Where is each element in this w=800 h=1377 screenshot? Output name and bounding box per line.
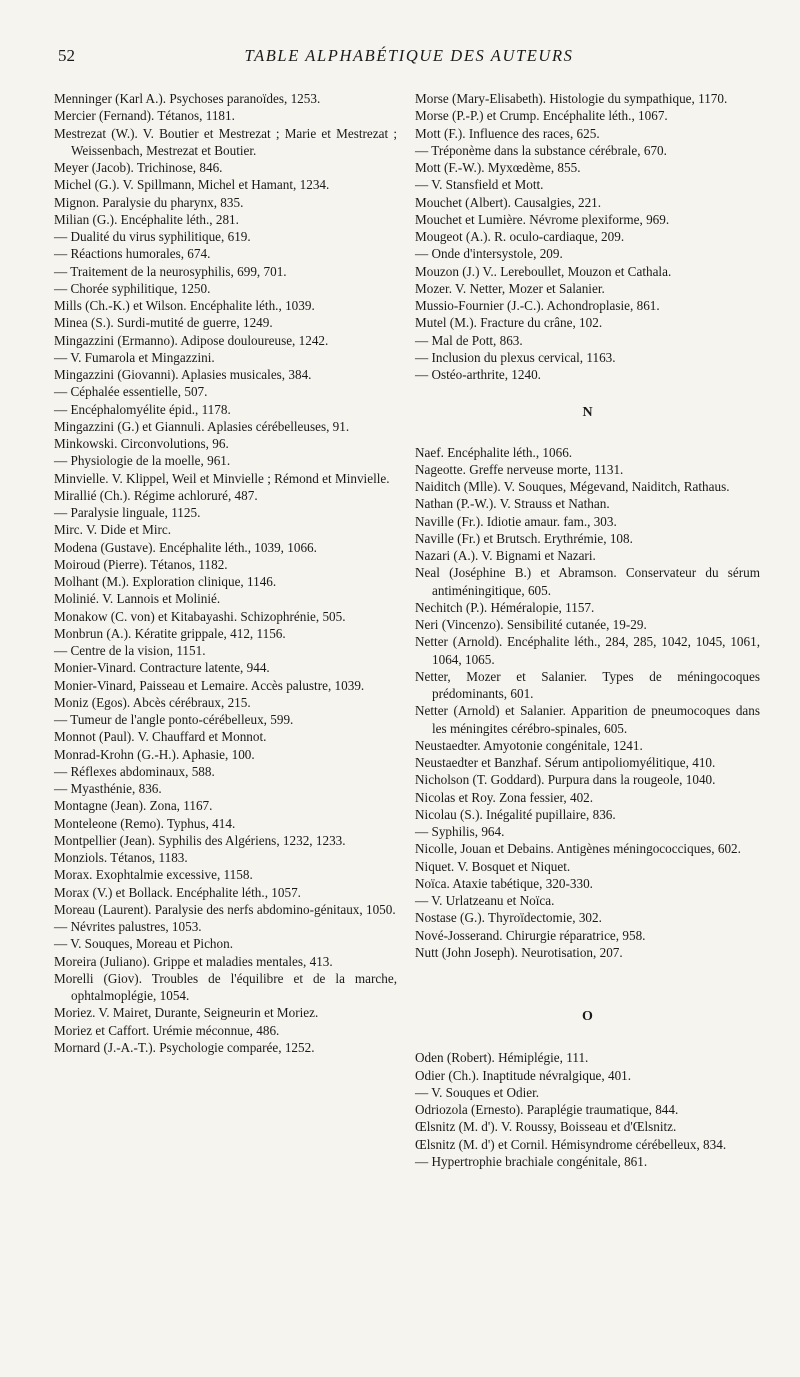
index-entry: Neri (Vincenzo). Sensibilité cutanée, 19-29. <box>415 617 647 632</box>
index-entry: — Traitement de la neurosyphilis, 699, 701. <box>54 263 287 279</box>
index-entry: — Dualité du virus syphilitique, 619. <box>54 229 251 244</box>
index-entry: Mirallié (Ch.). Régime achloruré, 487. <box>54 487 258 503</box>
index-entry: Monakow (C. von) et Kitabayashi. Schizophrénie, 505. <box>54 608 346 624</box>
index-entry: Nostase (G.). Thyroïdectomie, 302. <box>415 910 602 926</box>
index-entry: Nicholson (T. Goddard). Purpura dans la rougeole, 1040. <box>415 772 716 788</box>
index-entry: — Ostéo-arthrite, 1240. <box>415 367 541 382</box>
index-entry: Mott (F.-W.). Myxœdème, 855. <box>415 160 581 175</box>
index-entry: Molhant (M.). Exploration clinique, 1146. <box>54 574 277 589</box>
index-entry: — Réactions humorales, 674. <box>54 246 211 262</box>
index-entry: Minkowski. Circonvolutions, 96. <box>54 436 229 451</box>
index-entry: — Inclusion du plexus cervical, 1163. <box>415 349 616 365</box>
index-entry: Monnot (Paul). V. Chauffard et Monnot. <box>54 729 267 745</box>
index-entry: Mott (F.). Influence des races, 625. <box>415 125 600 141</box>
index-entry: Mills (Ch.-K.) et Wilson. Encéphalite léth., 1039. <box>54 298 315 313</box>
right-column <box>415 90 760 1170</box>
index-entry: Netter, Mozer et Salanier. Types de méningocoques prédominants, 601. <box>415 668 760 701</box>
index-entry: Monrad-Krohn (G.-H.). Aphasie, 100. <box>54 746 255 762</box>
index-entry: Netter (Arnold). Encéphalite léth., 284, 285, 1042, 1045, 1061, 1064, 1065. <box>415 634 760 667</box>
index-entry: Moreau (Laurent). Paralysie des nerfs abdomino-génitaux, 1050. <box>54 901 396 917</box>
index-entry: Michel (G.). V. Spillmann, Michel et Hamant, 1234. <box>54 177 330 193</box>
index-entry: Naville (Fr.). Idiotie amaur. fam., 303. <box>415 513 617 529</box>
index-entry: — Réflexes abdominaux, 588. <box>54 763 215 779</box>
index-entry: Molinié. V. Lannois et Molinié. <box>54 591 221 607</box>
index-entry: Moriez et Caffort. Urémie méconnue, 486. <box>54 1022 280 1038</box>
index-entry: Naef. Encéphalite léth., 1066. <box>415 444 573 460</box>
index-entry: — Myasthénie, 836. <box>54 781 162 796</box>
section-m-continued <box>415 90 760 383</box>
index-entry: Niquet. V. Bosquet et Niquet. <box>415 858 571 874</box>
index-entry: Mestrezat (W.). V. Boutier et Mestrezat ; Marie et Mestrezat ; Weissenbach, Mestrezat et Boutier. <box>54 125 397 158</box>
index-entry: — Centre de la vision, 1151. <box>54 643 206 658</box>
index-entry: Monziols. Tétanos, 1183. <box>54 850 188 865</box>
index-entry: Oden (Robert). Hémiplégie, 111. <box>415 1050 589 1066</box>
index-entry: Naville (Fr.) et Brutsch. Erythrémie, 108. <box>415 530 633 546</box>
index-entry: Mouchet et Lumière. Névrome plexiforme, 969. <box>415 211 670 227</box>
page-number: 52 <box>58 46 75 65</box>
index-entry: Mouzon (J.) V.. Lereboullet, Mouzon et Cathala. <box>415 263 672 279</box>
index-entry: Minvielle. V. Klippel, Weil et Minvielle ; Rémond et Minvielle. <box>54 470 390 486</box>
index-entry: Odier (Ch.). Inaptitude névralgique, 401. <box>415 1067 632 1083</box>
left-column <box>54 90 397 1056</box>
index-entry: Mingazzini (Giovanni). Aplasies musicales, 384. <box>54 367 312 382</box>
index-entry: — Encéphalomyélite épid., 1178. <box>54 401 231 417</box>
index-entry: Moiroud (Pierre). Tétanos, 1182. <box>54 556 228 572</box>
index-entry: Naiditch (Mlle). V. Souques, Mégevand, Naiditch, Rathaus. <box>415 479 730 494</box>
index-entry: Nové-Josserand. Chirurgie réparatrice, 958. <box>415 927 646 943</box>
index-entry: Moriez. V. Mairet, Durante, Seigneurin et Moriez. <box>54 1005 319 1021</box>
index-entry: — V. Souques, Moreau et Pichon. <box>54 936 234 952</box>
index-entry: — Mal de Pott, 863. <box>415 332 523 348</box>
index-entry: Nicolau (S.). Inégalité pupillaire, 836. <box>415 806 616 822</box>
index-entry: — Onde d'intersystole, 209. <box>415 246 563 262</box>
index-entry: Mougeot (A.). R. oculo-cardiaque, 209. <box>415 229 625 244</box>
letter-heading-n: N <box>582 405 593 421</box>
index-entry: Nicolle, Jouan et Debains. Antigènes méningococciques, 602. <box>415 841 741 857</box>
index-entry: Mussio-Fournier (J.-C.). Achondroplasie, 861. <box>415 298 660 313</box>
index-entry: — Paralysie linguale, 1125. <box>54 505 201 520</box>
index-entry: Netter (Arnold) et Salanier. Apparition de pneumocoques dans les méningites cérébro-spinales, 605. <box>415 703 760 736</box>
index-entry: Noïca. Ataxie tabétique, 320-330. <box>415 875 593 891</box>
index-entry: Mozer. V. Netter, Mozer et Salanier. <box>415 280 605 296</box>
index-entry: Morelli (Giov). Troubles de l'équilibre et de la marche, ophtalmoplégie, 1054. <box>54 970 397 1003</box>
index-entry: Moreira (Juliano). Grippe et maladies mentales, 413. <box>54 953 333 969</box>
index-entry: Nechitch (P.). Héméralopie, 1157. <box>415 599 595 615</box>
index-entry: — Névrites palustres, 1053. <box>54 919 202 934</box>
index-entry: Mingazzini (G.) et Giannuli. Aplasies cérébelleuses, 91. <box>54 418 350 434</box>
index-entry: Monier-Vinard. Contracture latente, 944. <box>54 660 270 676</box>
index-entry: Montpellier (Jean). Syphilis des Algériens, 1232, 1233. <box>54 832 346 848</box>
index-entry: Meyer (Jacob). Trichinose, 846. <box>54 160 223 175</box>
index-entry: Morse (P.-P.) et Crump. Encéphalite léth., 1067. <box>415 108 668 124</box>
index-entry: — Hypertrophie brachiale congénitale, 861. <box>415 1153 648 1169</box>
index-entry: Mirc. V. Dide et Mirc. <box>54 522 172 538</box>
index-entry: Milian (G.). Encéphalite léth., 281. <box>54 211 239 227</box>
index-entry: — V. Fumarola et Mingazzini. <box>54 349 215 365</box>
index-entry: Nathan (P.-W.). V. Strauss et Nathan. <box>415 496 610 512</box>
index-entry: — V. Urlatzeanu et Noïca. <box>415 893 555 908</box>
section-o <box>415 1049 760 1170</box>
index-entry: — Physiologie de la moelle, 961. <box>54 453 231 469</box>
index-entry: — Chorée syphilitique, 1250. <box>54 280 211 296</box>
index-entry: Neustaedter. Amyotonie congénitale, 1241. <box>415 737 643 753</box>
index-entry: Mornard (J.-A.-T.). Psychologie comparée, 1252. <box>54 1039 315 1055</box>
index-entry: Mingazzini (Ermanno). Adipose douloureuse, 1242. <box>54 332 329 348</box>
letter-heading-o: O <box>582 1009 593 1024</box>
index-entry: Moniz (Egos). Abcès cérébraux, 215. <box>54 694 251 710</box>
index-entry: Mercier (Fernand). Tétanos, 1181. <box>54 108 235 124</box>
index-entry: Modena (Gustave). Encéphalite léth., 1039, 1066. <box>54 539 317 555</box>
index-entry: Neustaedter et Banzhaf. Sérum antipoliomyélitique, 410. <box>415 755 716 770</box>
index-entry: Mignon. Paralysie du pharynx, 835. <box>54 194 244 210</box>
index-entry: Œlsnitz (M. d') et Cornil. Hémisyndrome cérébelleux, 834. <box>415 1136 727 1152</box>
index-entry: Mutel (M.). Fracture du crâne, 102. <box>415 315 603 331</box>
index-entry: Odriozola (Ernesto). Paraplégie traumatique, 844. <box>415 1102 679 1117</box>
index-entry: Nazari (A.). V. Bignami et Nazari. <box>415 548 596 563</box>
index-entry: — Céphalée essentielle, 507. <box>54 384 208 400</box>
index-entry: Nutt (John Joseph). Neurotisation, 207. <box>415 944 623 960</box>
index-entry: Nageotte. Greffe nerveuse morte, 1131. <box>415 461 624 477</box>
index-entry: Mouchet (Albert). Causalgies, 221. <box>415 194 602 210</box>
index-entry: — Syphilis, 964. <box>415 824 505 839</box>
section-n <box>415 444 760 962</box>
running-title: TABLE ALPHABÉTIQUE DES AUTEURS <box>244 46 574 65</box>
index-entry: Minea (S.). Surdi-mutité de guerre, 1249. <box>54 315 273 331</box>
index-entry: Neal (Joséphine B.) et Abramson. Conservateur du sérum antiméningitique, 605. <box>415 565 760 598</box>
index-entry: Morax. Exophtalmie excessive, 1158. <box>54 867 253 883</box>
page-header <box>58 46 760 74</box>
index-entry: — V. Souques et Odier. <box>415 1084 540 1100</box>
index-entry: Monteleone (Remo). Typhus, 414. <box>54 815 236 831</box>
index-entry: Œlsnitz (M. d'). V. Roussy, Boisseau et d'Œlsnitz. <box>415 1119 677 1135</box>
index-entry: Morax (V.) et Bollack. Encéphalite léth., 1057. <box>54 884 301 900</box>
index-entry: Nicolas et Roy. Zona fessier, 402. <box>415 789 594 805</box>
index-entry: Monier-Vinard, Paisseau et Lemaire. Accès palustre, 1039. <box>54 677 365 693</box>
index-entry: Menninger (Karl A.). Psychoses paranoïdes, 1253. <box>54 91 321 106</box>
index-entry: — V. Stansfield et Mott. <box>415 177 544 193</box>
index-entry: — Tréponème dans la substance cérébrale, 670. <box>415 142 667 158</box>
index-entry: Morse (Mary-Elisabeth). Histologie du sympathique, 1170. <box>415 91 728 106</box>
index-entry: — Tumeur de l'angle ponto-cérébelleux, 599. <box>54 712 294 727</box>
index-entry: Montagne (Jean). Zona, 1167. <box>54 798 213 814</box>
index-entry: Monbrun (A.). Kératite grippale, 412, 1156. <box>54 625 286 641</box>
